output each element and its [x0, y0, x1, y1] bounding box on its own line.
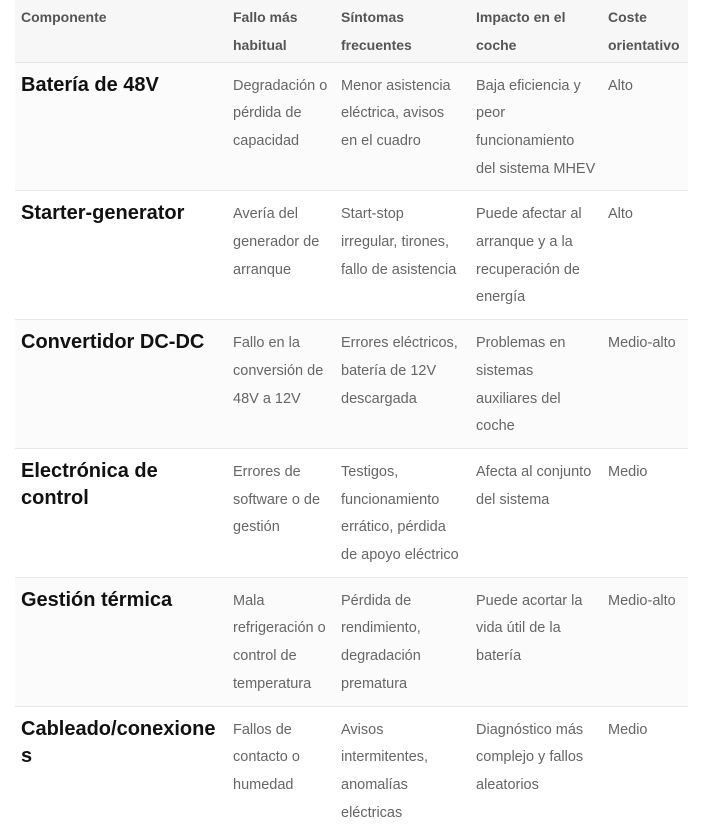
header-impacto: Impacto en el coche: [470, 0, 602, 62]
table-row: [15, 320, 688, 449]
table-row: [15, 706, 688, 834]
cell-coste: Medio-alto: [608, 592, 676, 609]
cell-sintomas: Testigos, funcionamiento errático, pérdida de apoyo eléctrico: [341, 463, 459, 564]
table-row: [15, 62, 688, 191]
cell-coste: Alto: [608, 77, 633, 94]
table-body: [15, 62, 688, 834]
cell-componente: Gestión térmica: [21, 588, 173, 611]
cell-componente: Convertidor DC-DC: [21, 331, 205, 354]
cell-impacto: Baja eficiencia y peor funcionamiento del sistema MHEV: [476, 77, 596, 177]
cell-coste: Medio: [608, 463, 648, 480]
table-header: [15, 0, 688, 62]
cell-sintomas: Errores eléctricos, batería de 12V descargada: [341, 335, 458, 407]
table-row: [15, 577, 688, 706]
cell-componente: Cableado/conexiones: [21, 717, 216, 767]
cell-fallo: Fallos de contacto o humedad: [233, 721, 300, 793]
cell-componente: Electrónica de control: [21, 459, 158, 509]
cell-fallo: Degradación o pérdida de capacidad: [233, 77, 328, 149]
cell-sintomas: Menor asistencia eléctrica, avisos en el cuadro: [341, 77, 451, 149]
cell-componente: Starter-generator: [21, 202, 185, 225]
cell-componente: Batería de 48V: [21, 73, 159, 96]
cell-fallo: Avería del generador de arranque: [233, 206, 320, 278]
cell-coste: Alto: [608, 206, 633, 223]
cell-impacto: Puede afectar al arranque y a la recuperación de energía: [476, 206, 582, 306]
header-componente: Componente: [15, 0, 227, 62]
table-row: [15, 448, 688, 577]
cell-sintomas: Avisos intermitentes, anomalías eléctricas: [341, 721, 429, 821]
cell-impacto: Afecta al conjunto del sistema: [476, 463, 592, 508]
cell-sintomas: Pérdida de rendimiento, degradación prematura: [341, 592, 421, 692]
cell-sintomas: Start-stop irregular, tirones, fallo de asistencia: [341, 206, 457, 278]
table-row: [15, 191, 688, 320]
cell-impacto: Puede acortar la vida útil de la batería: [476, 592, 583, 665]
cell-impacto: Problemas en sistemas auxiliares del coche: [476, 335, 566, 435]
cell-coste: Medio: [608, 721, 648, 738]
failures-table: [15, 0, 688, 834]
header-row: [15, 0, 688, 62]
header-coste: Coste orientativo: [602, 0, 688, 62]
cell-fallo: Errores de software o de gestión: [233, 463, 321, 536]
cell-coste: Medio-alto: [608, 335, 676, 352]
header-fallo: Fallo más habitual: [227, 0, 335, 62]
header-sintomas: Síntomas frecuentes: [335, 0, 470, 62]
cell-fallo: Fallo en la conversión de 48V a 12V: [233, 335, 324, 407]
cell-impacto: Diagnóstico más complejo y fallos aleatorios: [476, 721, 584, 793]
cell-fallo: Mala refrigeración o control de temperatura: [233, 592, 326, 692]
